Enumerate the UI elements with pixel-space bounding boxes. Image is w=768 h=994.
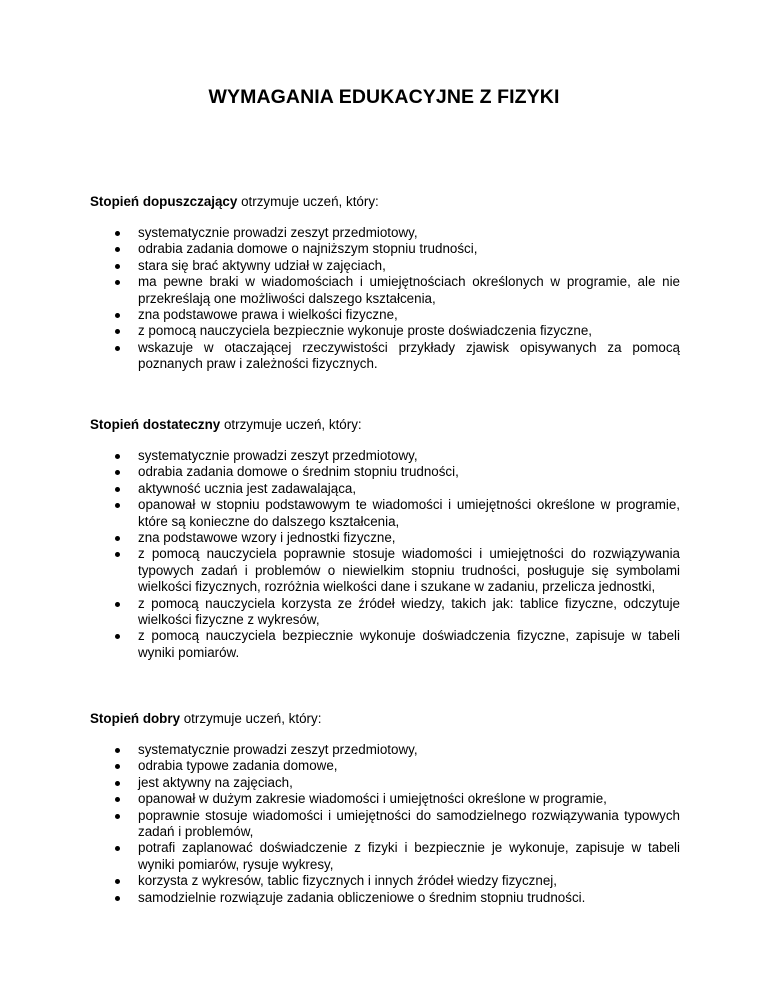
- list-item-text: z pomocą nauczyciela korzysta ze źródeł wiedzy, takich jak: tablice fizyczne, odczytuje wielkości fizyczne z wykresów,: [138, 595, 680, 628]
- list-item-text: aktywność ucznia jest zadawalająca,: [138, 480, 357, 496]
- list-item-text: opanował w stopniu podstawowym te wiadomości i umiejętności określone w programie, które są konieczne do dalszego kształcenia,: [138, 497, 680, 529]
- list-item-text: systematycznie prowadzi zeszyt przedmiotowy,: [138, 448, 418, 463]
- list-item: [90, 873, 680, 889]
- list-item-text: opanował w dużym zakresie wiadomości i umiejętności określone w programie,: [138, 791, 607, 807]
- list-item-text: odrabia typowe zadania domowe,: [138, 758, 338, 774]
- list-item: [90, 448, 680, 464]
- list-item-text: zna podstawowe prawa i wielkości fizyczne,: [138, 307, 398, 323]
- grade-section-dostateczny: [90, 417, 680, 661]
- bullet-icon: [115, 247, 120, 252]
- section-heading: [90, 417, 680, 433]
- bullet-icon: [115, 602, 120, 607]
- bullet-icon: [115, 264, 120, 269]
- bullet-icon: [115, 503, 120, 508]
- list-item: [90, 628, 680, 661]
- list-item-text: z pomocą nauczyciela poprawnie stosuje wiadomości i umiejętności do rozwiązywania typowych zadań i problemów o niewielkim stopniu trudności, posługuje się symbolami wielkości fizycznych, rozróżnia wielkości dane i szukane w zadaniu, przelicza jednostki,: [138, 546, 680, 595]
- bullet-icon: [115, 896, 120, 901]
- list-item: [90, 791, 680, 807]
- bullet-icon: [115, 346, 120, 351]
- bullet-icon: [115, 329, 120, 334]
- list-item: [90, 840, 680, 873]
- list-item: [90, 775, 680, 791]
- list-item: [90, 464, 680, 480]
- list-item: [90, 890, 680, 906]
- grade-suffix: otrzymuje uczeń, który:: [237, 194, 379, 209]
- bullet-icon: [115, 454, 120, 459]
- grade-suffix: otrzymuje uczeń, który:: [180, 711, 322, 726]
- criteria-list: [90, 448, 680, 661]
- bullet-icon: [115, 748, 120, 753]
- list-item: [90, 274, 680, 307]
- list-item: [90, 481, 680, 497]
- grade-label: Stopień dobry: [90, 711, 181, 726]
- bullet-icon: [115, 781, 120, 786]
- bullet-icon: [115, 814, 120, 819]
- list-item: [90, 808, 680, 841]
- list-item: [90, 530, 680, 546]
- list-item: [90, 340, 680, 373]
- list-item: [90, 323, 680, 339]
- bullet-icon: [115, 313, 120, 318]
- bullet-icon: [115, 487, 120, 492]
- list-item: [90, 596, 680, 629]
- bullet-icon: [115, 879, 120, 884]
- grade-label: Stopień dopuszczający: [90, 194, 238, 209]
- list-item-text: jest aktywny na zajęciach,: [138, 774, 293, 790]
- list-item: [90, 546, 680, 595]
- bullet-icon: [115, 280, 120, 285]
- list-item: [90, 307, 680, 323]
- list-item-text: systematycznie prowadzi zeszyt przedmiotowy,: [138, 742, 418, 757]
- bullet-icon: [115, 470, 120, 475]
- list-item-text: odrabia zadania domowe o najniższym stopniu trudności,: [138, 241, 478, 257]
- document-title: WYMAGANIA EDUKACYJNE Z FIZYKI: [208, 86, 560, 108]
- bullet-icon: [115, 536, 120, 541]
- list-item-text: z pomocą nauczyciela bezpiecznie wykonuje doświadczenia fizyczne, zapisuje w tabeli wyniki pomiarów.: [138, 628, 680, 660]
- list-item-text: potrafi zaplanować doświadczenie z fizyki i bezpiecznie je wykonuje, zapisuje w tabeli wyniki pomiarów, rysuje wykresy,: [138, 840, 680, 872]
- list-item: [90, 742, 680, 758]
- list-item-text: systematycznie prowadzi zeszyt przedmiotowy,: [138, 225, 418, 240]
- list-item-text: ma pewne braki w wiadomościach i umiejętnościach określonych w programie, ale nie przekreślają one możliwości dalszego kształcenia,: [138, 274, 680, 306]
- bullet-icon: [115, 634, 120, 639]
- grade-suffix: otrzymuje uczeń, który:: [220, 417, 362, 432]
- bullet-icon: [115, 846, 120, 851]
- criteria-list: [90, 225, 680, 373]
- grade-section-dopuszczajacy: [90, 194, 680, 373]
- list-item-text: wskazuje w otaczającej rzeczywistości przykłady zjawisk opisywanych za pomocą poznanych praw i zależności fizycznych.: [138, 339, 680, 372]
- bullet-icon: [115, 231, 120, 236]
- section-heading: [90, 711, 680, 727]
- list-item-text: samodzielnie rozwiązuje zadania obliczeniowe o średnim stopniu trudności.: [138, 889, 586, 905]
- list-item-text: korzysta z wykresów, tablic fizycznych i innych źródeł wiedzy fizycznej,: [138, 873, 557, 889]
- criteria-list: [90, 742, 680, 906]
- list-item: [90, 225, 680, 241]
- list-item: [90, 497, 680, 530]
- bullet-icon: [115, 552, 120, 557]
- grade-section-dobry: [90, 711, 680, 906]
- list-item: [90, 258, 680, 274]
- section-heading: [90, 194, 680, 210]
- list-item-text: odrabia zadania domowe o średnim stopniu trudności,: [138, 464, 459, 480]
- list-item-text: zna podstawowe wzory i jednostki fizyczne,: [138, 530, 396, 546]
- list-item-text: stara się brać aktywny udział w zajęciach,: [138, 257, 386, 273]
- list-item: [90, 758, 680, 774]
- list-item-text: z pomocą nauczyciela bezpiecznie wykonuje proste doświadczenia fizyczne,: [138, 323, 593, 339]
- list-item-text: poprawnie stosuje wiadomości i umiejętności do samodzielnego rozwiązywania typowych zadań i problemów,: [138, 807, 680, 840]
- grade-label: Stopień dostateczny: [90, 417, 221, 432]
- bullet-icon: [115, 764, 120, 769]
- bullet-icon: [115, 797, 120, 802]
- list-item: [90, 241, 680, 257]
